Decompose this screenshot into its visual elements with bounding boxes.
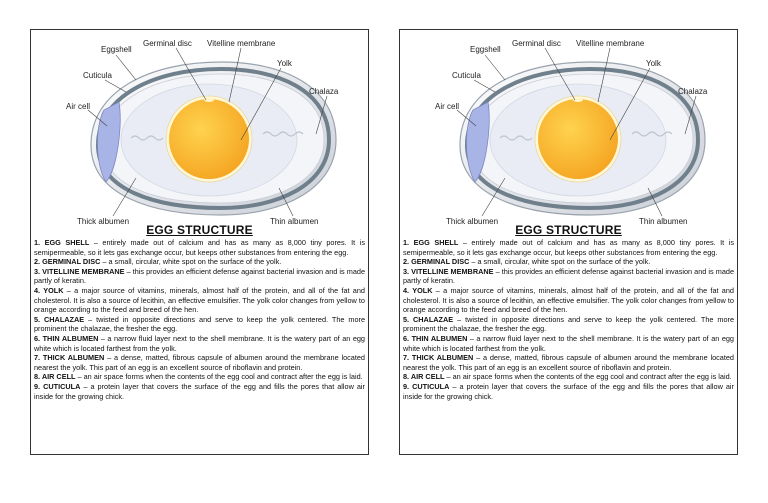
- yolk: [538, 99, 618, 179]
- item-term: 9. CUTICULA: [34, 381, 81, 391]
- label-germinal-disc: Germinal disc: [512, 39, 561, 48]
- label-germinal-disc: Germinal disc: [143, 39, 192, 48]
- item-text: – a dense, matted, fibrous capsule of albumen around the membrane located nearest the yolk. This part of an egg is an excellent source of riboflavin and protein.: [403, 353, 734, 372]
- list-item: [403, 315, 734, 334]
- item-text: – a small, circular, white spot on the surface of the yolk.: [469, 257, 651, 267]
- label-cuticula: Cuticula: [452, 71, 481, 80]
- item-term: 6. THIN ALBUMEN: [403, 333, 468, 343]
- egg-structure-card-left: [30, 29, 369, 455]
- item-term: 4. YOLK: [403, 285, 433, 295]
- label-yolk: Yolk: [646, 59, 661, 68]
- label-thick-albumen: Thick albumen: [446, 217, 499, 226]
- item-term: 5. CHALAZAE: [34, 314, 85, 324]
- item-text: – entirely made out of calcium and has as many as 8,000 tiny pores. It is semipermeable, so it lets gas exchange occur, but keeps other substances from entering the egg.: [403, 238, 735, 257]
- list-item: [403, 382, 734, 401]
- item-term: 7. THICK ALBUMEN: [34, 353, 105, 363]
- egg-diagram: [31, 30, 370, 226]
- label-vitelline-membrane: Vitelline membrane: [207, 39, 276, 48]
- item-text: – entirely made out of calcium and has as many as 8,000 tiny pores. It is semipermeable, so it lets gas exchange occur, but keeps other substances from entering the egg.: [34, 238, 366, 257]
- label-air-cell: Air cell: [66, 102, 91, 111]
- egg-structure-list: [34, 238, 365, 401]
- label-yolk: Yolk: [277, 59, 292, 68]
- item-text: – twisted in opposite directions and serve to keep the yolk centered. The more prominent the chalazae, the fresher the egg.: [34, 314, 365, 334]
- egg-structure-title: EGG STRUCTURE: [146, 223, 253, 237]
- label-air-cell: Air cell: [435, 102, 460, 111]
- item-term: 3. VITELLINE MEMBRANE: [403, 266, 494, 276]
- item-term: 8. AIR CELL: [403, 372, 445, 382]
- item-term: 1. EGG SHELL: [34, 238, 90, 247]
- list-item: [34, 286, 365, 315]
- item-term: 2. GERMINAL DISC: [403, 257, 470, 267]
- item-text: – this provides an efficient defense against bacterial invasion and is made partly of keratin.: [34, 266, 366, 286]
- list-item: [403, 286, 734, 315]
- list-item: [34, 334, 365, 353]
- item-text: – twisted in opposite directions and serve to keep the yolk centered. The more prominent the chalazae, the fresher the egg.: [403, 314, 734, 334]
- item-text: – a small, circular, white spot on the surface of the yolk.: [100, 257, 282, 267]
- list-item: [403, 353, 734, 372]
- item-text: – an air space forms when the contents of the egg cool and contract after the egg is laid.: [444, 372, 732, 382]
- item-text: – a narrow fluid layer next to the shell membrane. It is the watery part of an egg white which is located farthest from the yolk.: [403, 333, 734, 353]
- label-thin-albumen: Thin albumen: [639, 217, 688, 226]
- item-term: 4. YOLK: [34, 285, 64, 295]
- item-text: – an air space forms when the contents of the egg cool and contract after the egg is laid.: [75, 372, 363, 382]
- item-term: 9. CUTICULA: [403, 381, 450, 391]
- item-term: 1. EGG SHELL: [403, 238, 459, 247]
- list-item: [34, 238, 365, 257]
- list-item: [34, 257, 365, 267]
- item-term: 6. THIN ALBUMEN: [34, 333, 99, 343]
- egg-structure-title: EGG STRUCTURE: [515, 223, 622, 237]
- item-text: – a dense, matted, fibrous capsule of albumen around the membrane located nearest the yolk. This part of an egg is an excellent source of riboflavin and protein.: [34, 353, 365, 372]
- item-text: – a major source of vitamins, minerals, almost half of the protein, and all of the fat and cholesterol. It is also a source of lecithin, an effective emulsifier. The yolk color changes from yellow to orange according to the feed and breed of the hen.: [34, 285, 365, 315]
- list-item: [403, 372, 734, 382]
- item-text: – a major source of vitamins, minerals, almost half of the protein, and all of the fat and cholesterol. It is also a source of lecithin, an effective emulsifier. The yolk color changes from yellow to orange according to the feed and breed of the hen.: [403, 285, 734, 315]
- list-item: [403, 238, 734, 257]
- item-text: – a protein layer that covers the surface of the egg and fills the pores that allow air inside for the growing chick.: [34, 381, 365, 401]
- list-item: [34, 353, 365, 372]
- item-term: 7. THICK ALBUMEN: [403, 353, 474, 363]
- label-chalaza: Chalaza: [309, 87, 339, 96]
- list-item: [403, 257, 734, 267]
- list-item: [34, 382, 365, 401]
- label-cuticula: Cuticula: [83, 71, 112, 80]
- label-thin-albumen: Thin albumen: [270, 217, 319, 226]
- item-term: 3. VITELLINE MEMBRANE: [34, 266, 125, 276]
- list-item: [403, 334, 734, 353]
- item-term: 8. AIR CELL: [34, 372, 76, 382]
- label-thick-albumen: Thick albumen: [77, 217, 130, 226]
- list-item: [403, 267, 734, 286]
- item-term: 2. GERMINAL DISC: [34, 257, 101, 267]
- item-term: 5. CHALAZAE: [403, 314, 454, 324]
- item-text: – this provides an efficient defense against bacterial invasion and is made partly of keratin.: [403, 266, 735, 286]
- label-eggshell: Eggshell: [101, 45, 132, 54]
- yolk: [169, 99, 249, 179]
- label-vitelline-membrane: Vitelline membrane: [576, 39, 645, 48]
- label-chalaza: Chalaza: [678, 87, 708, 96]
- egg-diagram: [400, 30, 739, 226]
- item-text: – a protein layer that covers the surface of the egg and fills the pores that allow air inside for the growing chick.: [403, 381, 734, 401]
- item-text: – a narrow fluid layer next to the shell membrane. It is the watery part of an egg white which is located farthest from the yolk.: [34, 333, 365, 353]
- list-item: [34, 315, 365, 334]
- label-eggshell: Eggshell: [470, 45, 501, 54]
- egg-structure-list: [403, 238, 734, 401]
- list-item: [34, 267, 365, 286]
- list-item: [34, 372, 365, 382]
- egg-structure-card-right: [399, 29, 738, 455]
